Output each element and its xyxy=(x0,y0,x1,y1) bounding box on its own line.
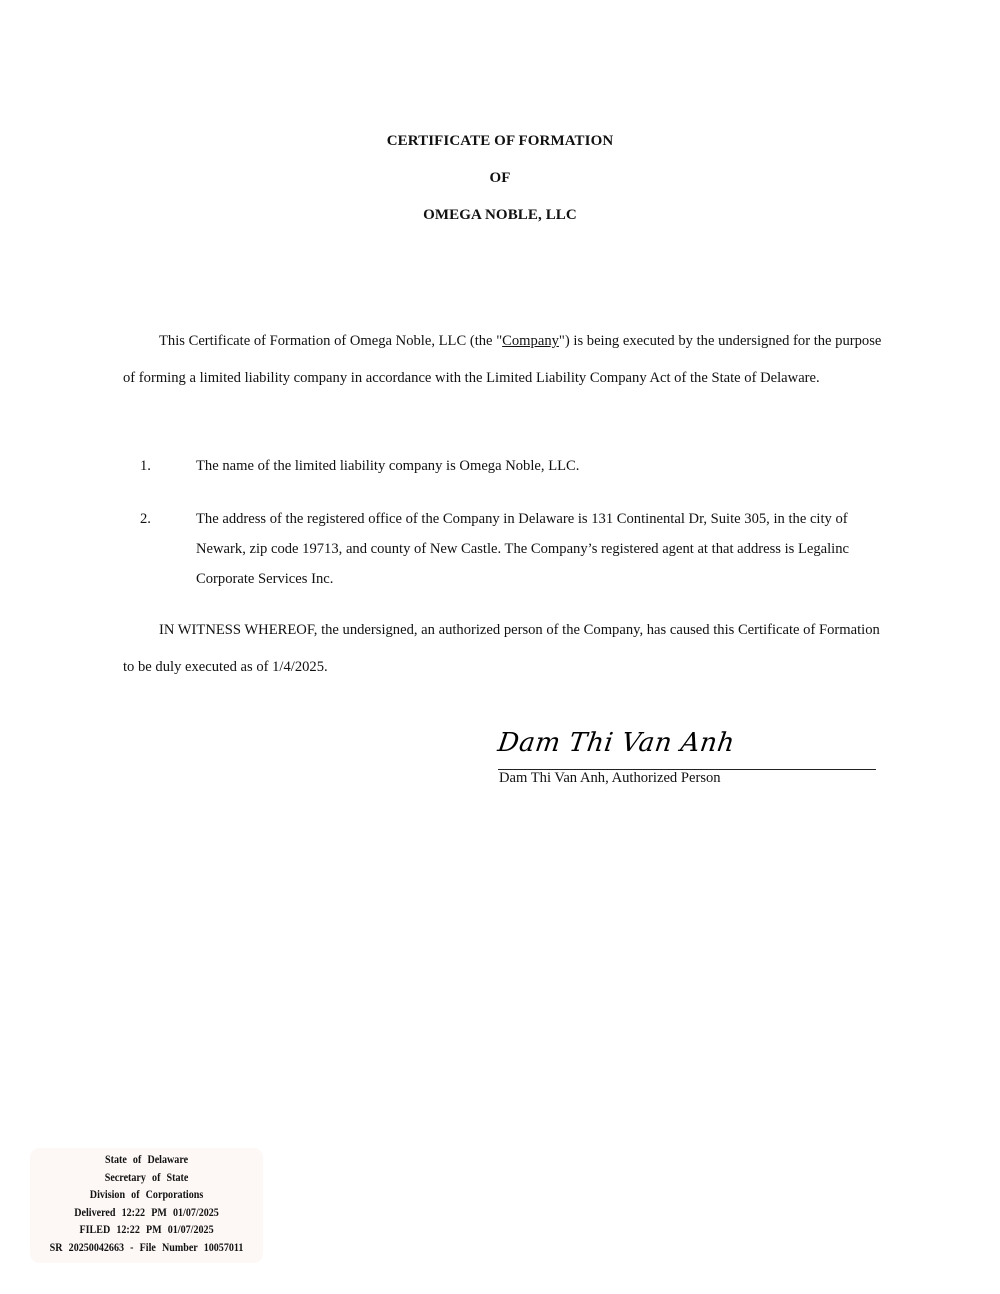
intro-paragraph xyxy=(123,323,883,397)
company-name-title: OMEGA NOBLE, LLC xyxy=(423,207,577,223)
stamp-secretary: Secretary of State xyxy=(104,1171,189,1184)
intro-text-end: ") is being executed by the undersigned for the purpose of forming a limited liability company in accordance with the Limited Liability Company Act of the State of Delaware. xyxy=(123,333,882,386)
signature-caption: Dam Thi Van Anh, Authorized Person xyxy=(499,770,721,786)
item-number: 2. xyxy=(140,511,151,527)
item-text: The name of the limited liability company is Omega Noble, LLC. xyxy=(196,458,580,474)
item-text: The address of the registered office of the Company in Delaware is 131 Continental Dr, Suite 305, in the city of Newark, zip code 19713, and county of New Castle. The Company’s registered agent at that address is Legalinc Corporate Services Inc. xyxy=(196,511,850,587)
document-title: CERTIFICATE OF FORMATION xyxy=(386,133,614,149)
stamp-reference: SR 20250042663 - File Number 10057011 xyxy=(49,1241,244,1254)
handwritten-signature: Dam Thi Van Anh xyxy=(495,728,737,758)
item-number: 1. xyxy=(140,458,151,474)
document-title-of: OF xyxy=(489,170,511,186)
filing-stamp xyxy=(30,1148,263,1263)
stamp-state: State of Delaware xyxy=(105,1154,189,1166)
intro-text-start: This Certificate of Formation of Omega Noble, LLC (the " xyxy=(159,333,503,349)
stamp-filed: FILED 12:22 PM 01/07/2025 xyxy=(79,1224,214,1237)
witness-paragraph: IN WITNESS WHEREOF, the undersigned, an authorized person of the Company, has caused this Certificate of Formation to be duly executed as of 1/4/2025. xyxy=(123,622,880,675)
defined-term: Company xyxy=(502,333,559,349)
stamp-delivered: Delivered 12:22 PM 01/07/2025 xyxy=(74,1206,219,1219)
stamp-division: Division of Corporations xyxy=(89,1189,204,1202)
